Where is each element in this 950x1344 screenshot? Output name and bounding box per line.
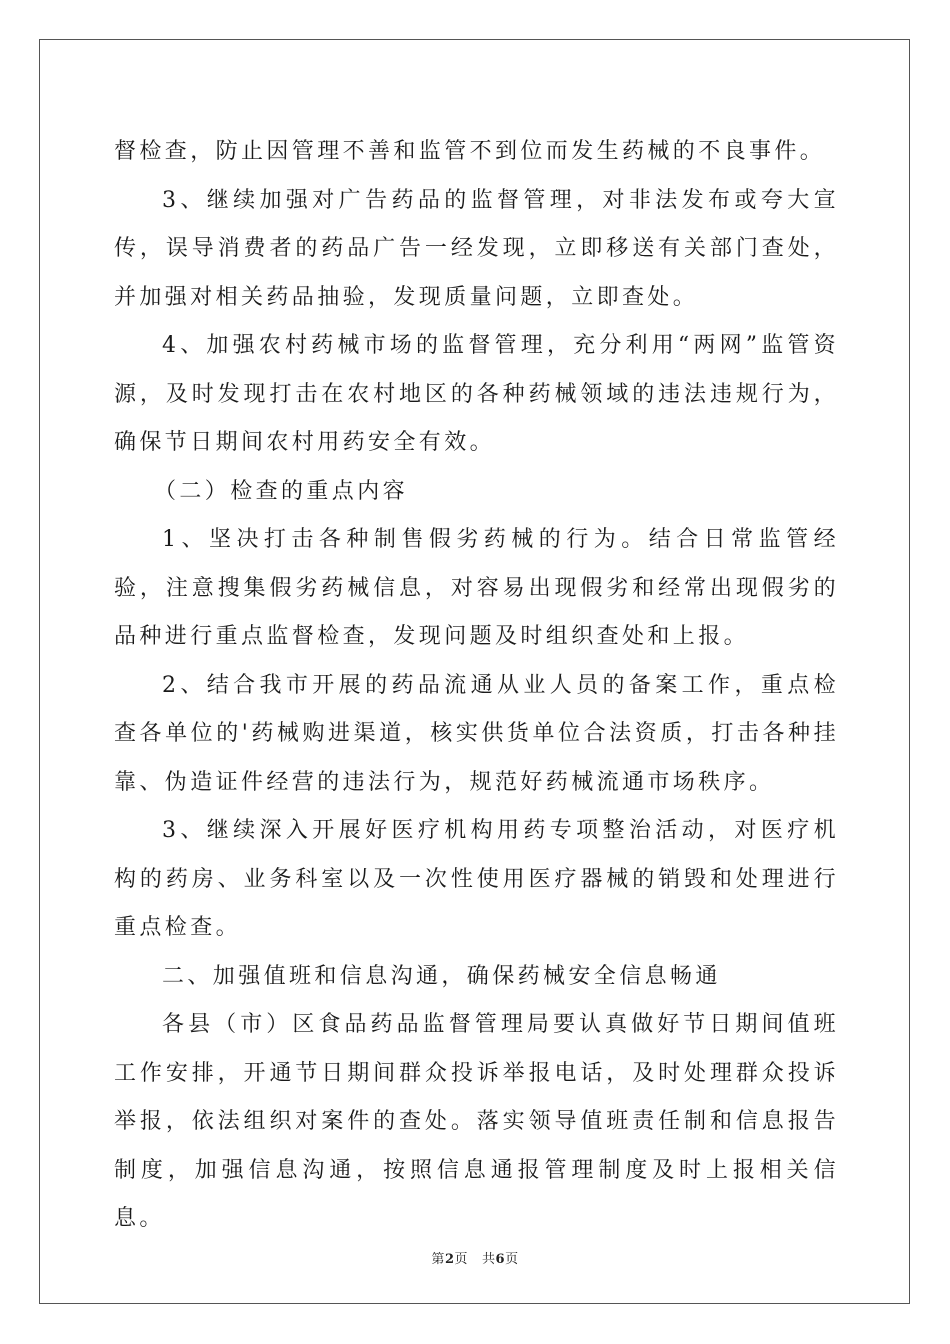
paragraph-item-1-counterfeit: 1、坚决打击各种制售假劣药械的行为。结合日常监管经验，注意搜集假劣药械信息，对容易出现假劣和经常出现假劣的品种进行重点监督检查，发现问题及时组织查处和上报。 — [114, 527, 839, 649]
page-current: 2 — [444, 1252, 455, 1267]
page-footer — [0, 1248, 950, 1267]
section-heading-duty-communication: 二、加强值班和信息沟通，确保药械安全信息畅通 — [162, 963, 721, 989]
total-suffix: 页 — [505, 1252, 519, 1267]
paragraph-item-2-distribution: 2、结合我市开展的药品流通从业人员的备案工作，重点检查各单位的'药械购进渠道，核实供货单位合法资质，打击各种挂靠、伪造证件经营的违法行为，规范好药械流通市场秩序。 — [114, 672, 839, 795]
total-prefix: 共 — [482, 1252, 496, 1267]
page-prefix: 第 — [431, 1252, 445, 1267]
page-suffix: 页 — [454, 1252, 468, 1267]
paragraph-item-3-advertising: 3、继续加强对广告药品的监督管理，对非法发布或夸大宣传，误导消费者的药品广告一经发现，立即移送有关部门查处，并加强对相关药品抽验，发现质量问题，立即查处。 — [114, 187, 839, 310]
section-heading-key-content: （二）检查的重点内容 — [154, 478, 409, 504]
paragraph-item-3-medical-institutions: 3、继续深入开展好医疗机构用药专项整治活动，对医疗机构的药房、业务科室以及一次性使用医疗器械的销毁和处理进行重点检查。 — [114, 818, 839, 940]
paragraph-continuation: 督检查，防止因管理不善和监管不到位而发生药械的不良事件。 — [114, 139, 826, 164]
paragraph-item-4-rural-market: 4、加强农村药械市场的监督管理，充分利用“两网”监管资源，及时发现打击在农村地区的各种药械领域的违法违规行为，确保节日期间农村用药安全有效。 — [114, 333, 839, 455]
document-body — [114, 128, 839, 1244]
page-total: 6 — [495, 1252, 506, 1267]
paragraph-duty-arrangement: 各县（市）区食品药品监督管理局要认真做好节日期间值班工作安排，开通节日期间群众投诉举报电话，及时处理群众投诉举报，依法组织对案件的查处。落实领导值班责任制和信息报告制度，加强信息沟通，按照信息通报管理制度及时上报相关信息。 — [114, 1012, 839, 1231]
